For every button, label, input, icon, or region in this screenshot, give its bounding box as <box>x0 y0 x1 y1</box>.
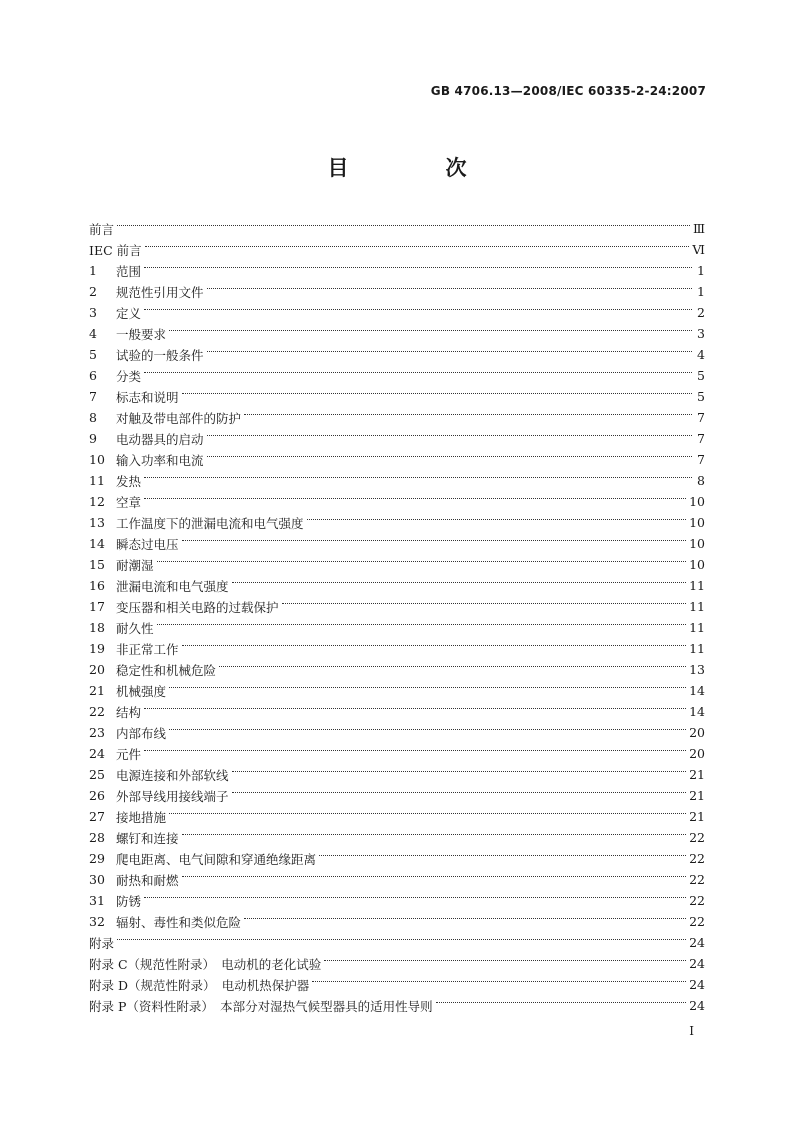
toc-entry-title: 防锈 <box>116 893 142 909</box>
toc-leader-dots <box>282 603 687 604</box>
toc-entry-number: 16 <box>89 578 105 593</box>
toc-entry[interactable] <box>89 218 705 239</box>
toc-entry-number: 32 <box>89 914 105 929</box>
toc-entry[interactable] <box>89 596 705 617</box>
toc-entry-title: 非正常工作 <box>116 641 179 657</box>
toc-leader-dots <box>312 981 686 982</box>
toc-entry-number: 12 <box>89 494 105 509</box>
toc-leader-dots <box>182 876 687 877</box>
toc-entry[interactable] <box>89 470 705 491</box>
toc-entry-page: 7 <box>697 452 705 467</box>
toc-leader-dots <box>436 1002 686 1003</box>
toc-leader-dots <box>144 477 692 478</box>
toc-leader-dots <box>144 708 686 709</box>
toc-entry-number: 3 <box>89 305 97 320</box>
toc-entry[interactable] <box>89 239 705 260</box>
toc-entry-page: 7 <box>697 410 705 425</box>
toc-entry-title: 附录 C（规范性附录） 电动机的老化试验 <box>89 956 322 972</box>
standard-number: GB 4706.13—2008/IEC 60335-2-24:2007 <box>430 84 706 98</box>
toc-entry-page: 20 <box>689 725 705 740</box>
toc-entry-number: 23 <box>89 725 105 740</box>
toc-entry-page: 22 <box>689 914 705 929</box>
toc-entry-title: 元件 <box>116 746 142 762</box>
toc-entry-number: 13 <box>89 515 105 530</box>
toc-entry-page: 13 <box>689 662 705 677</box>
toc-entry-number: 27 <box>89 809 105 824</box>
toc-leader-dots <box>182 540 687 541</box>
toc-entry-number: 25 <box>89 767 105 782</box>
toc-entry[interactable] <box>89 428 705 449</box>
toc-entry-page: 10 <box>689 515 705 530</box>
toc-entry-title: 电动器具的启动 <box>116 431 204 447</box>
toc-entry-title: IEC 前言 <box>89 242 142 258</box>
toc-entry-title: 标志和说明 <box>116 389 179 405</box>
toc-entry[interactable] <box>89 974 705 995</box>
toc-entry-page: 22 <box>689 830 705 845</box>
toc-entry-title: 分类 <box>116 368 142 384</box>
toc-entry-number: 11 <box>89 473 105 488</box>
toc-entry-number: 20 <box>89 662 105 677</box>
toc-entry-title: 范围 <box>116 263 142 279</box>
toc-entry-page: 8 <box>697 473 705 488</box>
toc-leader-dots <box>307 519 687 520</box>
toc-entry-number: 22 <box>89 704 105 719</box>
toc-leader-dots <box>324 960 686 961</box>
toc-entry-number: 21 <box>89 683 105 698</box>
toc-leader-dots <box>232 582 687 583</box>
toc-entry-page: 11 <box>689 599 705 614</box>
toc-entry-title: 定义 <box>116 305 142 321</box>
toc-entry-number: 7 <box>89 389 97 404</box>
toc-entry[interactable] <box>89 932 705 953</box>
toc-entry-title: 耐久性 <box>116 620 154 636</box>
toc-leader-dots <box>169 729 686 730</box>
toc-entry[interactable] <box>89 911 705 932</box>
toc-leader-dots <box>145 246 690 247</box>
toc-entry[interactable] <box>89 491 705 512</box>
toc-entry-number: 19 <box>89 641 105 656</box>
toc-entry-title: 电源连接和外部软线 <box>116 767 229 783</box>
toc-entry-title: 一般要求 <box>116 326 167 342</box>
toc-entry[interactable] <box>89 869 705 890</box>
toc-entry-title: 接地措施 <box>116 809 167 825</box>
toc-entry[interactable] <box>89 806 705 827</box>
toc-leader-dots <box>169 330 692 331</box>
toc-entry-number: 8 <box>89 410 97 425</box>
toc-entry-number: 1 <box>89 263 97 278</box>
toc-entry-number: 29 <box>89 851 105 866</box>
toc-entry-title: 瞬态过电压 <box>116 536 179 552</box>
toc-entry-title: 内部布线 <box>116 725 167 741</box>
toc-leader-dots <box>157 561 687 562</box>
toc-entry-page: 10 <box>689 494 705 509</box>
toc-entry-page: 11 <box>689 578 705 593</box>
toc-entry-number: 26 <box>89 788 105 803</box>
toc-entry-page: 21 <box>689 788 705 803</box>
toc-entry-number: 15 <box>89 557 105 572</box>
toc-entry-number: 2 <box>89 284 97 299</box>
toc-entry-title: 附录 <box>89 935 115 951</box>
toc-entry[interactable] <box>89 344 705 365</box>
toc-entry-title: 耐潮湿 <box>116 557 154 573</box>
toc-entry-page: 20 <box>689 746 705 761</box>
toc-entry[interactable] <box>89 281 705 302</box>
toc-entry-page: 1 <box>697 284 705 299</box>
toc-entry-number: 14 <box>89 536 105 551</box>
toc-leader-dots <box>157 624 687 625</box>
toc-entry-number: 30 <box>89 872 105 887</box>
toc-entry[interactable] <box>89 302 705 323</box>
toc-entry-page: Ⅲ <box>692 221 705 236</box>
toc-entry[interactable] <box>89 260 705 281</box>
toc-entry-number: 10 <box>89 452 105 467</box>
toc-leader-dots <box>319 855 686 856</box>
toc-entry-page: 11 <box>689 641 705 656</box>
toc-entry-page: 4 <box>697 347 705 362</box>
toc-entry-page: 11 <box>689 620 705 635</box>
toc-entry-page: 5 <box>697 368 705 383</box>
toc-entry[interactable] <box>89 680 705 701</box>
toc-leader-dots <box>219 666 686 667</box>
toc-entry-title: 工作温度下的泄漏电流和电气强度 <box>116 515 304 531</box>
toc-entry-title: 稳定性和机械危险 <box>116 662 217 678</box>
toc-entry-number: 18 <box>89 620 105 635</box>
toc-leader-dots <box>207 351 692 352</box>
toc-entry[interactable] <box>89 512 705 533</box>
toc-leader-dots <box>144 372 692 373</box>
toc-entry-page: 2 <box>697 305 705 320</box>
toc-entry[interactable] <box>89 554 705 575</box>
toc-entry[interactable] <box>89 449 705 470</box>
toc-entry-page: 3 <box>697 326 705 341</box>
toc-entry-page: 1 <box>697 263 705 278</box>
toc-leader-dots <box>144 750 686 751</box>
toc-leader-dots <box>169 687 686 688</box>
toc-leader-dots <box>182 393 692 394</box>
toc-entry[interactable] <box>89 701 705 722</box>
page-number: I <box>689 1024 694 1038</box>
toc-entry-number: 6 <box>89 368 97 383</box>
toc-entry-page: 10 <box>689 557 705 572</box>
toc-entry[interactable] <box>89 785 705 806</box>
toc-entry-title: 机械强度 <box>116 683 167 699</box>
toc-entry[interactable] <box>89 764 705 785</box>
toc-leader-dots <box>232 771 687 772</box>
toc-leader-dots <box>144 498 686 499</box>
toc-entry-page: 21 <box>689 809 705 824</box>
toc-entry-page: 24 <box>689 977 705 992</box>
toc-entry-number: 5 <box>89 347 97 362</box>
toc-entry-number: 28 <box>89 830 105 845</box>
toc-entry-title: 螺钉和连接 <box>116 830 179 846</box>
toc-entry-page: 22 <box>689 851 705 866</box>
toc-entry-page: 22 <box>689 893 705 908</box>
table-of-contents <box>89 218 705 1016</box>
toc-entry[interactable] <box>89 743 705 764</box>
toc-entry[interactable] <box>89 827 705 848</box>
toc-leader-dots <box>117 225 690 226</box>
toc-entry-title: 泄漏电流和电气强度 <box>116 578 229 594</box>
toc-entry-title: 外部导线用接线端子 <box>116 788 229 804</box>
toc-entry[interactable] <box>89 533 705 554</box>
toc-entry[interactable] <box>89 890 705 911</box>
toc-entry[interactable] <box>89 848 705 869</box>
toc-entry-page: 22 <box>689 872 705 887</box>
toc-entry-page: 21 <box>689 767 705 782</box>
toc-entry-title: 对触及带电部件的防护 <box>116 410 242 426</box>
toc-entry-number: 24 <box>89 746 105 761</box>
toc-leader-dots <box>244 414 692 415</box>
toc-entry[interactable] <box>89 995 705 1016</box>
page-title: 目 次 <box>327 155 505 180</box>
toc-entry-title: 前言 <box>89 221 115 237</box>
toc-leader-dots <box>207 456 692 457</box>
toc-entry[interactable] <box>89 659 705 680</box>
toc-entry-page: 24 <box>689 935 705 950</box>
toc-entry-title: 输入功率和电流 <box>116 452 204 468</box>
toc-entry-number: 9 <box>89 431 97 446</box>
toc-entry-title: 附录 P（资料性附录） 本部分对湿热气候型器具的适用性导则 <box>89 998 433 1014</box>
toc-entry-page: 5 <box>697 389 705 404</box>
toc-entry-page: 24 <box>689 998 705 1013</box>
toc-leader-dots <box>207 435 692 436</box>
toc-entry-title: 爬电距离、电气间隙和穿通绝缘距离 <box>116 851 317 867</box>
toc-entry[interactable] <box>89 617 705 638</box>
toc-entry-page: 10 <box>689 536 705 551</box>
toc-leader-dots <box>144 309 692 310</box>
toc-leader-dots <box>117 939 686 940</box>
toc-leader-dots <box>144 267 692 268</box>
toc-leader-dots <box>144 897 686 898</box>
toc-entry-title: 变压器和相关电路的过载保护 <box>116 599 279 615</box>
toc-entry-number: 31 <box>89 893 105 908</box>
toc-entry[interactable] <box>89 386 705 407</box>
toc-entry[interactable] <box>89 722 705 743</box>
toc-entry[interactable] <box>89 638 705 659</box>
toc-entry-page: 7 <box>697 431 705 446</box>
toc-entry-title: 结构 <box>116 704 142 720</box>
toc-entry-title: 附录 D（规范性附录） 电动机热保护器 <box>89 977 310 993</box>
toc-entry[interactable] <box>89 953 705 974</box>
toc-leader-dots <box>169 813 686 814</box>
toc-entry-title: 辐射、毒性和类似危险 <box>116 914 242 930</box>
toc-leader-dots <box>207 288 692 289</box>
toc-entry-title: 试验的一般条件 <box>116 347 204 363</box>
toc-leader-dots <box>232 792 687 793</box>
toc-entry[interactable] <box>89 575 705 596</box>
toc-entry[interactable] <box>89 365 705 386</box>
toc-leader-dots <box>244 918 686 919</box>
toc-entry-title: 空章 <box>116 494 142 510</box>
toc-entry-page: 14 <box>689 704 705 719</box>
toc-entry-title: 发热 <box>116 473 142 489</box>
toc-entry[interactable] <box>89 407 705 428</box>
toc-entry-title: 规范性引用文件 <box>116 284 204 300</box>
toc-entry-title: 耐热和耐燃 <box>116 872 179 888</box>
toc-entry-number: 17 <box>89 599 105 614</box>
toc-entry-page: Ⅵ <box>692 242 705 257</box>
toc-entry-page: 24 <box>689 956 705 971</box>
toc-leader-dots <box>182 834 687 835</box>
toc-entry-page: 14 <box>689 683 705 698</box>
toc-leader-dots <box>182 645 687 646</box>
toc-entry[interactable] <box>89 323 705 344</box>
toc-entry-number: 4 <box>89 326 97 341</box>
